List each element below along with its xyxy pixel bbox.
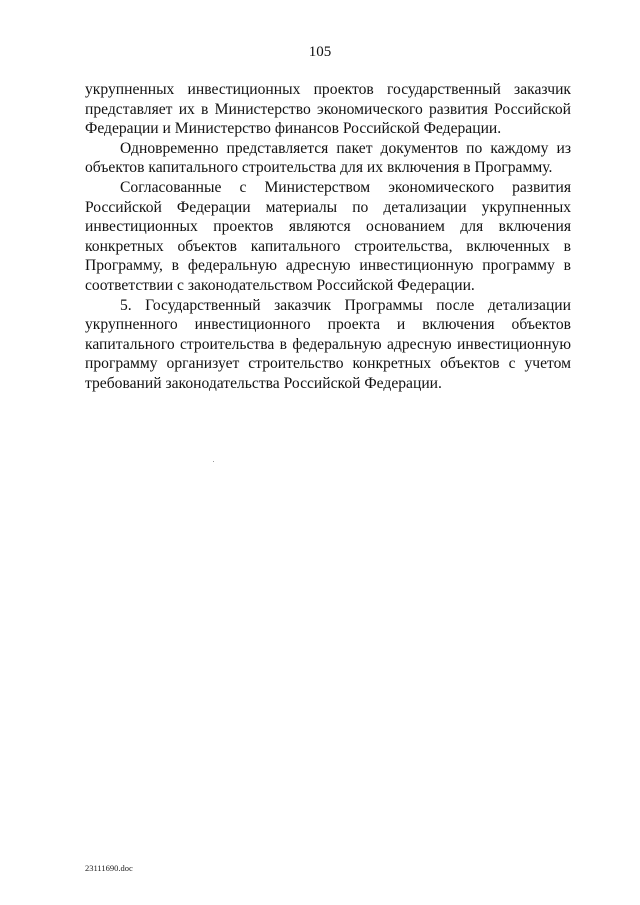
paragraph-agreed-materials: Согласованные с Министерством экономического развития Российской Федерации материалы по детализации укрупненных инвестиционных проектов являются основанием для включения конкретных объектов капитального строительства, включенных в Программу, в федеральную адресную инвестиционную программу в соответствии с законодательством Российской Федерации. <box>85 178 571 294</box>
paragraph-continuation: укрупненных инвестиционных проектов государственный заказчик представляет их в Министерство экономического развития Российской Федерации и Министерство финансов Российской Федерации. <box>85 81 571 138</box>
document-body <box>85 80 571 394</box>
footer-filename: 23111690.doc <box>85 863 133 873</box>
scan-speck <box>213 461 214 462</box>
paragraph-item-5: 5. Государственный заказчик Программы после детализации укрупненного инвестиционного проекта и включения объектов капитального строительства в федеральную адресную инвестиционную программу организует строительство конкретных объектов с учетом требований законодательства Российской Федерации. <box>85 296 571 392</box>
paragraph-documents-package: Одновременно представляется пакет документов по каждому из объектов капитального строительства для их включения в Программу. <box>85 139 571 177</box>
page-number: 105 <box>308 44 332 60</box>
